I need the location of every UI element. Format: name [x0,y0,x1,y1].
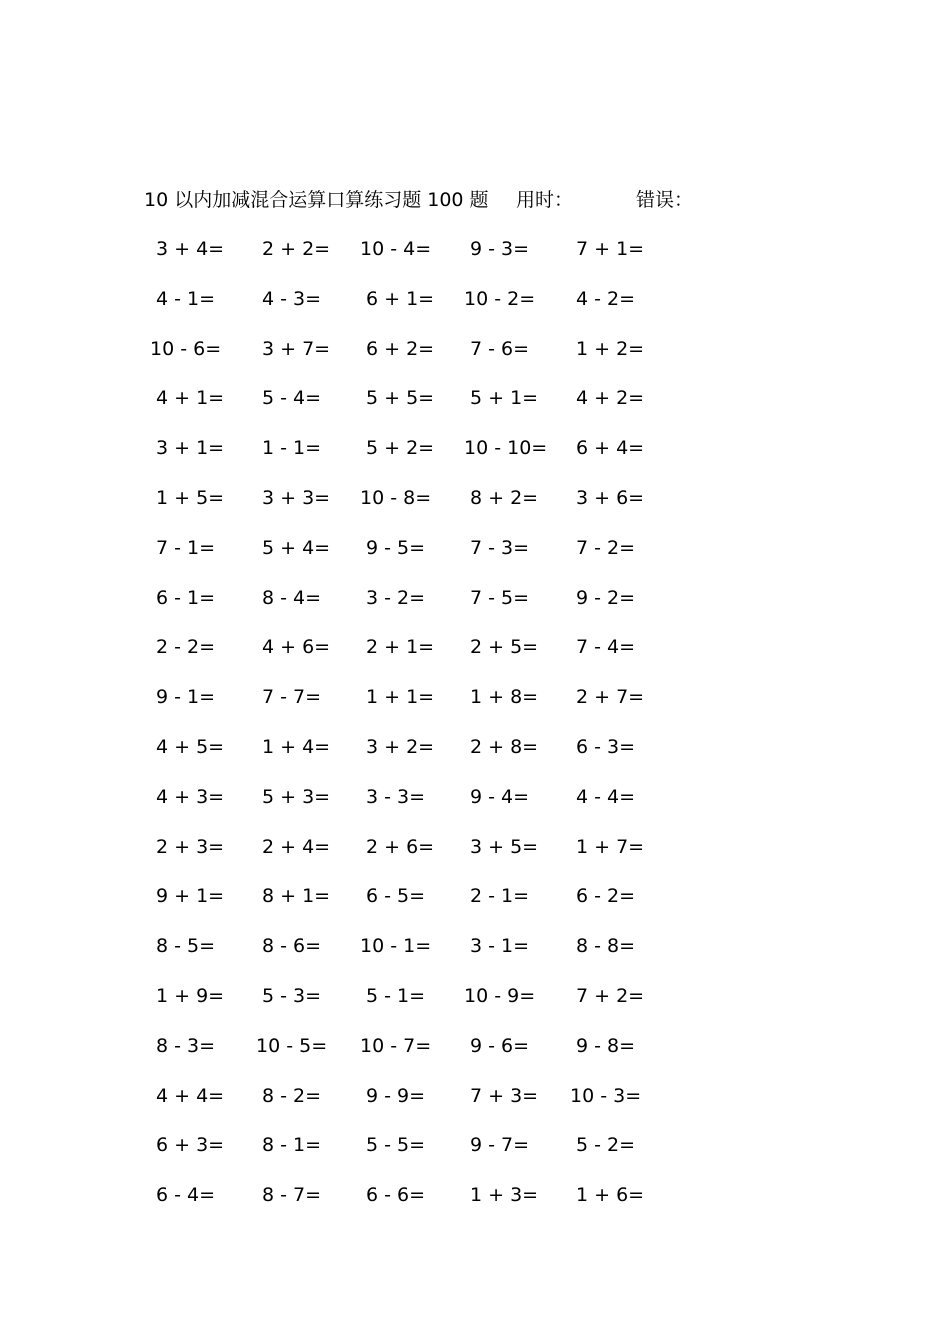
problem-item: 1 + 6= [576,1184,645,1207]
problem-item: 9 - 3= [470,238,530,260]
problem-item: 1 + 9= [156,984,225,1007]
problem-item: 9 + 1= [156,885,225,908]
problem-row [150,1077,710,1127]
error-count-label: 错误： [636,189,694,211]
problem-row [150,330,710,380]
problem-row [150,1027,710,1077]
problem-item: 9 - 9= [366,1084,426,1107]
problem-item: 7 + 2= [576,984,645,1007]
problem-item: 8 - 5= [156,935,216,958]
problem-row [150,977,710,1027]
problem-item: 3 - 3= [366,785,426,808]
problem-row [150,628,710,678]
problem-item: 6 - 3= [576,735,636,758]
problem-item: 5 + 2= [366,437,435,460]
problem-row [150,678,710,728]
problem-item: 6 - 4= [156,1184,216,1207]
problem-item: 1 + 5= [156,486,225,509]
problem-item: 2 + 1= [366,636,435,659]
problem-item: 1 + 4= [262,735,331,758]
problem-row [150,429,710,479]
problem-item: 1 + 7= [576,835,645,858]
problem-item: 4 - 3= [262,287,322,310]
problem-item: 5 - 3= [262,984,322,1007]
problem-item: 3 + 3= [262,486,331,509]
problem-item: 9 - 4= [470,785,530,808]
problem-item: 10 - 10= [464,437,548,460]
problem-item: 7 - 6= [470,337,530,360]
problem-item: 10 - 9= [464,984,536,1007]
problem-item: 7 - 2= [576,536,636,559]
problem-item: 4 - 1= [156,287,216,310]
problem-item: 8 - 1= [262,1134,322,1157]
problem-row [150,877,710,927]
problem-item: 7 - 7= [262,686,322,709]
problem-item: 9 - 1= [156,686,216,709]
problem-item: 6 + 1= [366,287,435,310]
problem-item: 5 - 5= [366,1134,426,1157]
problem-item: 10 - 2= [464,287,536,310]
problem-item: 2 + 3= [156,835,225,858]
problem-item: 9 - 6= [470,1034,530,1057]
problem-item: 9 - 7= [470,1134,530,1157]
problem-item: 9 - 2= [576,586,636,609]
problem-item: 4 + 3= [156,785,225,808]
problem-row [150,1126,710,1176]
problem-item: 10 - 3= [570,1084,642,1107]
problem-item: 10 - 6= [150,337,222,360]
problem-item: 4 + 5= [156,735,225,758]
problem-item: 8 - 4= [262,586,322,609]
problem-item: 2 + 8= [470,735,539,758]
problem-row [150,778,710,828]
problem-item: 6 - 1= [156,586,216,609]
time-used-label: 用时： [516,189,574,211]
problem-item: 1 + 8= [470,686,539,709]
problem-item: 2 + 7= [576,686,645,709]
problem-item: 2 + 6= [366,835,435,858]
problem-item: 1 + 2= [576,337,645,360]
problem-grid [150,230,710,1226]
problem-item: 4 + 1= [156,387,225,410]
problem-item: 2 - 1= [470,885,530,908]
problem-row [150,230,710,280]
problem-item: 7 - 5= [470,586,530,609]
problem-item: 1 + 3= [470,1184,539,1207]
problem-item: 1 + 1= [366,686,435,709]
problem-item: 6 - 6= [366,1184,426,1207]
problem-item: 5 + 4= [262,536,331,559]
problem-item: 4 + 2= [576,387,645,410]
problem-item: 3 - 2= [366,586,426,609]
problem-row [150,379,710,429]
problem-row [150,280,710,330]
problem-item: 4 + 4= [156,1084,225,1107]
problem-item: 3 + 7= [262,337,331,360]
problem-item: 7 - 4= [576,636,636,659]
problem-row [150,728,710,778]
problem-item: 9 - 8= [576,1034,636,1057]
problem-item: 3 + 2= [366,735,435,758]
problem-item: 6 - 2= [576,885,636,908]
problem-row [150,927,710,977]
problem-item: 5 - 2= [576,1134,636,1157]
problem-item: 8 + 1= [262,885,331,908]
problem-item: 10 - 1= [360,935,432,958]
problem-row [150,1176,710,1226]
problem-item: 6 + 3= [156,1134,225,1157]
problem-item: 10 - 4= [360,238,432,260]
problem-item: 6 + 4= [576,437,645,460]
problem-item: 5 + 5= [366,387,435,410]
problem-item: 3 + 4= [156,238,225,260]
problem-item: 4 + 6= [262,636,331,659]
problem-item: 5 + 3= [262,785,331,808]
problem-item: 8 - 6= [262,935,322,958]
problem-item: 5 + 1= [470,387,539,410]
problem-item: 2 + 4= [262,835,331,858]
problem-item: 7 + 3= [470,1084,539,1107]
problem-item: 9 - 5= [366,536,426,559]
problem-item: 10 - 5= [256,1034,328,1057]
problem-item: 5 - 1= [366,984,426,1007]
problem-item: 10 - 8= [360,486,432,509]
problem-row [150,529,710,579]
problem-item: 1 - 1= [262,437,322,460]
problem-item: 8 - 7= [262,1184,322,1207]
problem-item: 6 + 2= [366,337,435,360]
problem-item: 8 - 2= [262,1084,322,1107]
problem-row [150,479,710,529]
problem-item: 5 - 4= [262,387,322,410]
problem-row [150,828,710,878]
problem-item: 3 + 1= [156,437,225,460]
problem-item: 4 - 4= [576,785,636,808]
problem-item: 8 + 2= [470,486,539,509]
problem-item: 3 + 6= [576,486,645,509]
problem-item: 8 - 8= [576,935,636,958]
problem-item: 3 + 5= [470,835,539,858]
worksheet-header [144,186,744,214]
problem-row [150,579,710,629]
problem-item: 10 - 7= [360,1034,432,1057]
problem-item: 2 + 2= [262,238,331,260]
problem-item: 6 - 5= [366,885,426,908]
problem-item: 7 + 1= [576,238,645,260]
problem-item: 7 - 1= [156,536,216,559]
problem-item: 7 - 3= [470,536,530,559]
problem-item: 4 - 2= [576,287,636,310]
problem-item: 2 - 2= [156,636,216,659]
problem-item: 3 - 1= [470,935,530,958]
worksheet-title: 10 以内加减混合运算口算练习题 100 题 [144,189,489,211]
problem-item: 2 + 5= [470,636,539,659]
problem-item: 8 - 3= [156,1034,216,1057]
